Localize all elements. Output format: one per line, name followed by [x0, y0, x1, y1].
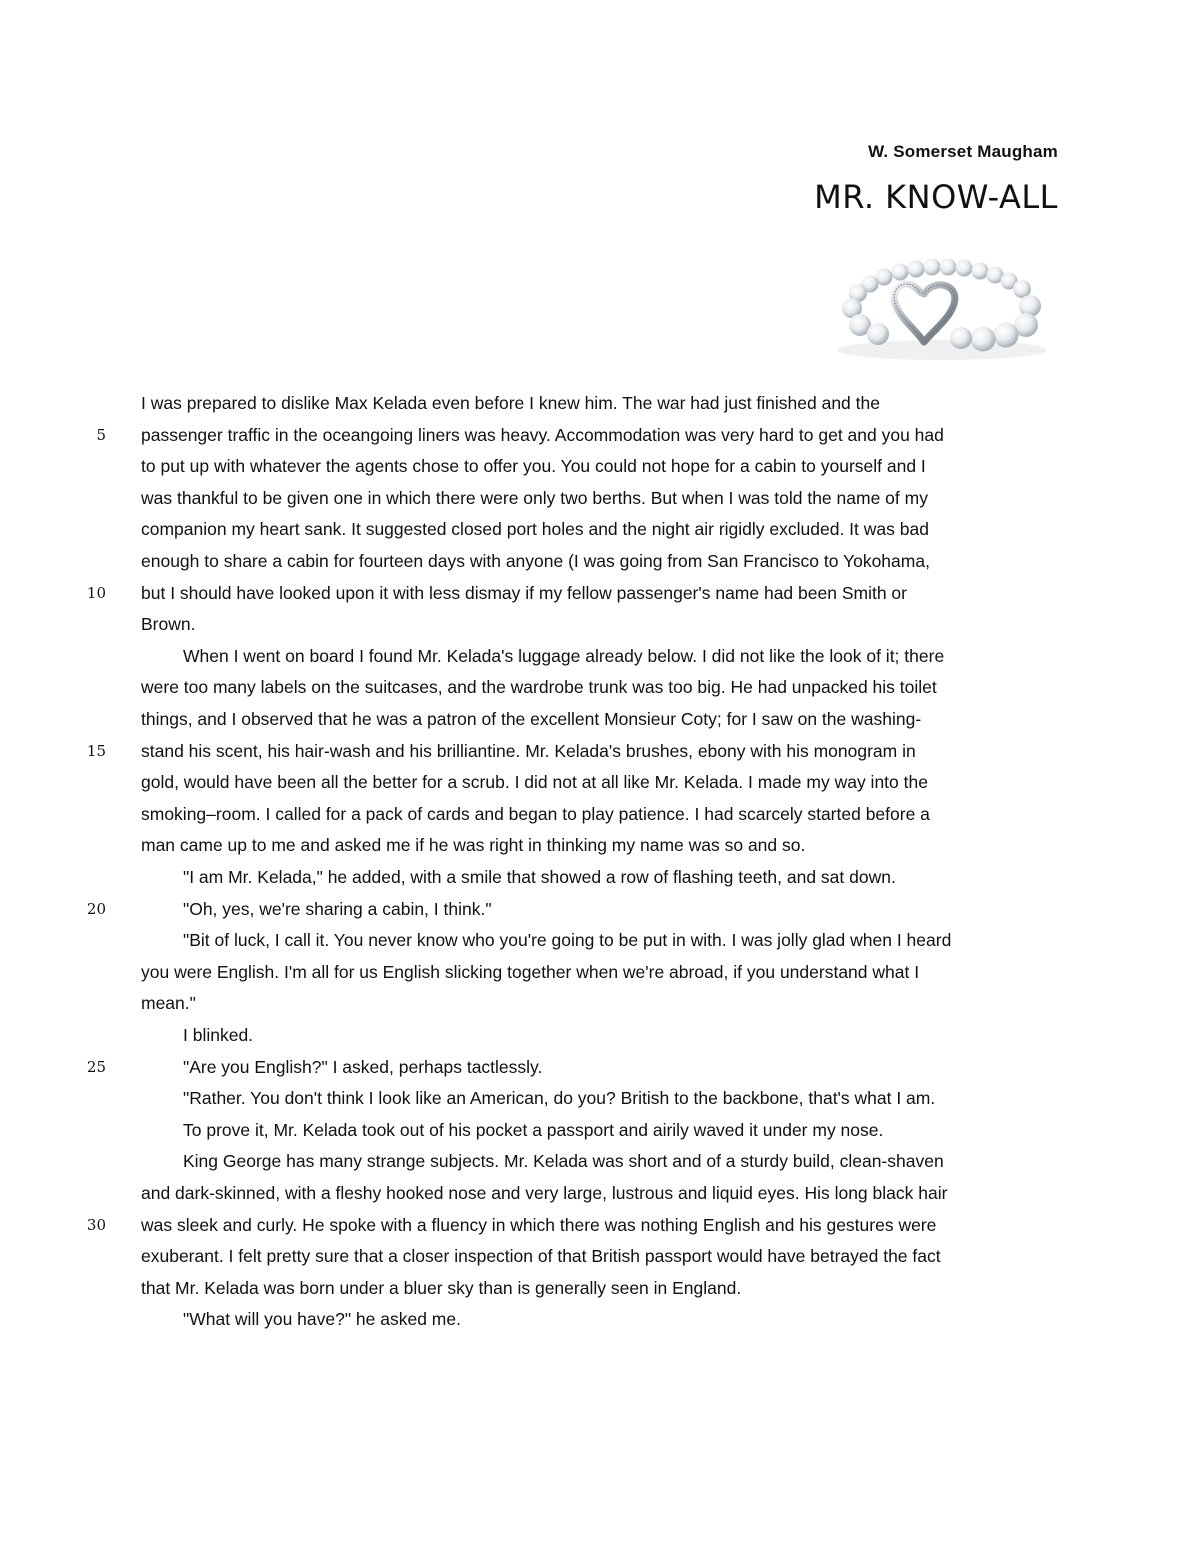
line-text: Brown.: [141, 614, 196, 635]
line-text: "I am Mr. Kelada," he added, with a smile that showed a row of flashing teeth, and sat down.: [183, 867, 896, 887]
line-text: but I should have looked upon it with less dismay if my fellow passenger's name had been Smith or: [141, 582, 907, 603]
line-number: 25: [86, 1057, 106, 1076]
line-text: you were English. I'm all for us English slicking together when we're abroad, if you understand what I: [141, 961, 920, 982]
line-text: to put up with whatever the agents chose to offer you. You could not hope for a cabin to yourself and I: [141, 456, 926, 477]
line-number: 15: [86, 741, 106, 760]
text-line: [0, 956, 1200, 988]
text-line: [0, 608, 1200, 640]
text-line: [0, 671, 1200, 703]
line-text: were too many labels on the suitcases, and the wardrobe trunk was too big. He had unpacked his toilet: [141, 677, 937, 698]
text-line: [0, 450, 1200, 482]
text-line: [0, 893, 1200, 925]
line-text: King George has many strange subjects. Mr. Kelada was short and of a sturdy build, clean-shaven: [183, 1151, 944, 1172]
text-line: [0, 1145, 1200, 1177]
line-number: 5: [96, 425, 106, 444]
heart-charm: [894, 284, 955, 342]
line-text: man came up to me and asked me if he was right in thinking my name was so and so.: [141, 835, 806, 856]
line-text: "Bit of luck, I call it. You never know who you're going to be put in with. I was jolly glad when I heard: [183, 930, 952, 951]
line-text: exuberant. I felt pretty sure that a closer inspection of that British passport would have betrayed the fact: [141, 1246, 941, 1267]
line-text: things, and I observed that he was a patron of the excellent Monsieur Coty; for I saw on the washing-: [141, 709, 922, 729]
text-line: [0, 1303, 1200, 1335]
line-text: "Are you English?" I asked, perhaps tactlessly.: [183, 1056, 543, 1077]
text-line: [0, 703, 1200, 735]
text-line: [0, 1272, 1200, 1304]
text-line: [0, 482, 1200, 514]
text-line: [0, 1177, 1200, 1209]
line-text: "Rather. You don't think I look like an American, do you? British to the backbone, that's what I am.: [183, 1088, 936, 1109]
text-line: [0, 798, 1200, 830]
pearl-bracelet-image: [830, 250, 1055, 365]
text-line: [0, 735, 1200, 767]
text-line: [0, 1051, 1200, 1083]
line-number: 20: [86, 899, 106, 918]
text-line: [0, 577, 1200, 609]
line-text: I was prepared to dislike Max Kelada even before I knew him. The war had just finished and the: [141, 393, 880, 413]
line-text: passenger traffic in the oceangoing liners was heavy. Accommodation was very hard to get and you had: [141, 424, 944, 445]
text-line: [0, 419, 1200, 451]
text-line: [0, 829, 1200, 861]
story-title: MR. KNOW-ALL: [814, 178, 1058, 216]
author-name: W. Somerset Maugham: [868, 142, 1058, 161]
line-text: enough to share a cabin for fourteen days with anyone (I was going from San Francisco to Yokohama,: [141, 551, 930, 571]
line-text: was sleek and curly. He spoke with a fluency in which there was nothing English and his gestures were: [141, 1214, 937, 1235]
line-text: "Oh, yes, we're sharing a cabin, I think.": [183, 898, 492, 919]
text-line: [0, 1114, 1200, 1146]
line-text: To prove it, Mr. Kelada took out of his pocket a passport and airily waved it under my nose.: [183, 1119, 884, 1140]
text-line: [0, 1240, 1200, 1272]
line-text: I blinked.: [183, 1025, 254, 1045]
text-line: [0, 861, 1200, 893]
text-line: [0, 545, 1200, 577]
line-text: smoking–room. I called for a pack of cards and began to play patience. I had scarcely started before a: [141, 803, 930, 824]
pearl-strand-back: [849, 259, 1031, 303]
line-text: companion my heart sank. It suggested closed port holes and the night air rigidly excluded. It was bad: [141, 519, 929, 540]
text-line: [0, 640, 1200, 672]
text-line: [0, 766, 1200, 798]
line-number: 30: [86, 1215, 106, 1234]
line-text: mean.": [141, 993, 196, 1014]
line-text: was thankful to be given one in which there were only two berths. But when I was told the name of my: [141, 487, 928, 508]
text-line: [0, 987, 1200, 1019]
text-line: [0, 387, 1200, 419]
text-line: [0, 924, 1200, 956]
line-text: stand his scent, his hair-wash and his brilliantine. Mr. Kelada's brushes, ebony with his monogram in: [141, 740, 916, 761]
text-line: [0, 1019, 1200, 1051]
line-number: 10: [86, 583, 106, 602]
line-text: that Mr. Kelada was born under a bluer sky than is generally seen in England.: [141, 1277, 742, 1298]
text-line: [0, 513, 1200, 545]
line-text: When I went on board I found Mr. Kelada's luggage already below. I did not like the look of it; there: [183, 645, 945, 666]
line-text: and dark-skinned, with a fleshy hooked nose and very large, lustrous and liquid eyes. His long black hair: [141, 1183, 948, 1203]
line-text: gold, would have been all the better for a scrub. I did not at all like Mr. Kelada. I made my way into the: [141, 772, 928, 793]
line-text: "What will you have?" he asked me.: [183, 1309, 461, 1330]
text-line: [0, 1082, 1200, 1114]
text-line: [0, 1209, 1200, 1241]
